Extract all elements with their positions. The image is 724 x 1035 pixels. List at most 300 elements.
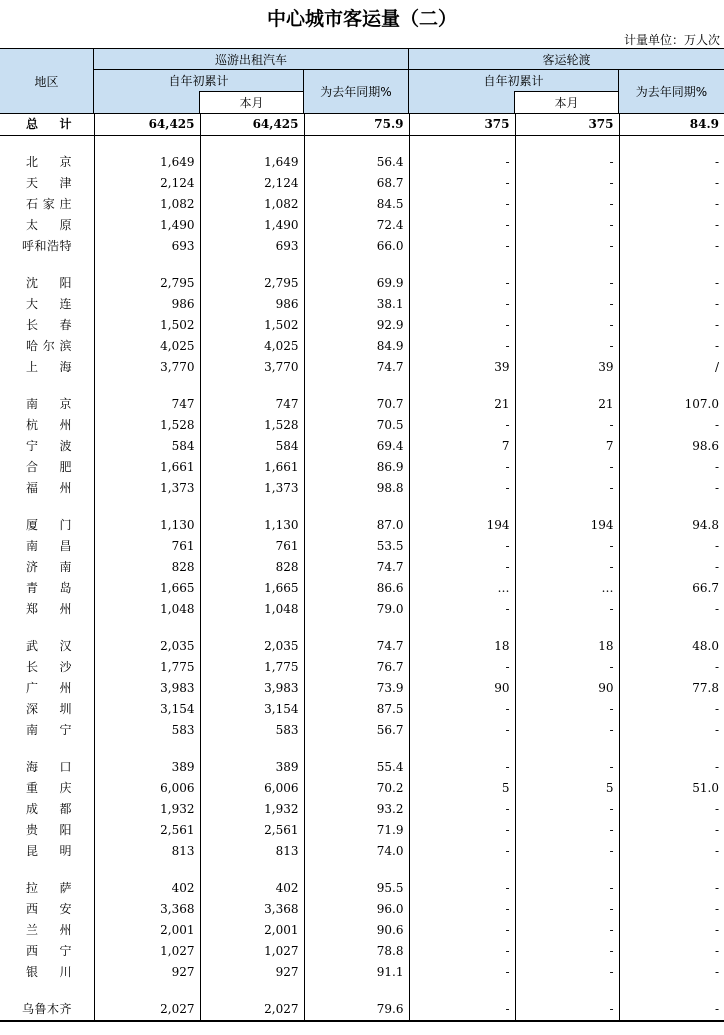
value-cell: - — [409, 920, 515, 941]
table-row — [0, 962, 724, 983]
table-row — [0, 757, 724, 778]
value-cell: - — [515, 236, 619, 257]
table-row — [0, 720, 724, 741]
value-cell: 1,048 — [200, 599, 304, 620]
value-cell: - — [515, 215, 619, 236]
value-cell: 1,932 — [94, 799, 200, 820]
value-cell: 1,775 — [94, 657, 200, 678]
spacer-cell — [304, 136, 409, 153]
value-cell: 2,561 — [200, 820, 304, 841]
spacer-cell — [94, 741, 200, 757]
value-cell: 56.7 — [304, 720, 409, 741]
value-cell: - — [714, 297, 719, 311]
value-cell: - — [714, 902, 719, 916]
value-cell: - — [515, 478, 619, 499]
table-row — [0, 315, 724, 336]
value-cell: - — [714, 723, 719, 737]
data-table — [0, 114, 724, 1022]
value-cell: 3,770 — [94, 357, 200, 378]
region-name: 长春 — [0, 315, 94, 336]
spacer-cell — [304, 378, 409, 394]
table-row — [0, 799, 724, 820]
region-name: 青岛 — [0, 578, 94, 599]
value-cell: 747 — [94, 394, 200, 415]
value-cell: - — [515, 920, 619, 941]
table-row — [0, 920, 724, 941]
table-row — [0, 841, 724, 862]
value-cell: - — [409, 294, 515, 315]
value-cell: - — [515, 315, 619, 336]
value-cell: 389 — [94, 757, 200, 778]
value-cell: - — [515, 720, 619, 741]
table-row — [0, 173, 724, 194]
value-cell: 84.9 — [304, 336, 409, 357]
region-name: 总 计 — [0, 114, 94, 136]
region-name: 拉萨 — [0, 878, 94, 899]
value-cell: 39 — [515, 357, 619, 378]
spacer-cell — [619, 741, 724, 757]
spacer-cell — [200, 378, 304, 394]
region-name: 银川 — [0, 962, 94, 983]
value-cell: - — [714, 460, 719, 474]
group-spacer — [0, 620, 724, 636]
value-cell: 3,770 — [200, 357, 304, 378]
data-table-body — [0, 114, 724, 1021]
value-cell: - — [515, 699, 619, 720]
region-name: 大连 — [0, 294, 94, 315]
value-cell: 95.5 — [304, 878, 409, 899]
value-cell: 92.9 — [304, 315, 409, 336]
table-row — [0, 152, 724, 173]
region-name: 兰州 — [0, 920, 94, 941]
value-cell: 761 — [94, 536, 200, 557]
value-cell: 75.9 — [304, 114, 409, 136]
value-cell: 98.6 — [692, 439, 719, 453]
region-name: 广州 — [0, 678, 94, 699]
spacer-cell — [409, 620, 515, 636]
spacer-cell — [619, 257, 724, 273]
region-name: 济南 — [0, 557, 94, 578]
value-cell: 107.0 — [684, 397, 719, 411]
table-row — [0, 999, 724, 1021]
group-spacer — [0, 862, 724, 878]
table-row — [0, 478, 724, 499]
value-cell: 2,795 — [200, 273, 304, 294]
value-cell: 828 — [94, 557, 200, 578]
region-name: 成都 — [0, 799, 94, 820]
region-name: 厦门 — [0, 515, 94, 536]
value-cell: 73.9 — [304, 678, 409, 699]
value-cell: - — [515, 999, 619, 1021]
value-cell: - — [714, 418, 719, 432]
value-cell: - — [409, 820, 515, 841]
value-cell: - — [619, 999, 724, 1021]
value-cell: 1,502 — [94, 315, 200, 336]
region-name: 郑州 — [0, 599, 94, 620]
value-cell: 1,048 — [94, 599, 200, 620]
value-cell: 21 — [409, 394, 515, 415]
table-row — [0, 678, 724, 699]
region-name: 南京 — [0, 394, 94, 415]
value-cell: 69.4 — [304, 436, 409, 457]
region-name: 宁波 — [0, 436, 94, 457]
value-cell: 693 — [200, 236, 304, 257]
table-row — [0, 457, 724, 478]
value-cell: 18 — [409, 636, 515, 657]
value-cell: - — [714, 239, 719, 253]
spacer-cell — [619, 378, 724, 394]
group-spacer — [0, 136, 724, 153]
value-cell: 55.4 — [304, 757, 409, 778]
value-cell: 194 — [515, 515, 619, 536]
spacer-cell — [619, 136, 724, 153]
spacer-cell — [619, 499, 724, 515]
value-cell: 1,373 — [94, 478, 200, 499]
table-row — [0, 557, 724, 578]
spacer-cell — [200, 862, 304, 878]
value-cell: 986 — [94, 294, 200, 315]
spacer-cell — [515, 499, 619, 515]
value-cell: 927 — [94, 962, 200, 983]
spacer-cell — [94, 862, 200, 878]
unit-label: 计量单位：万人次 — [623, 33, 720, 47]
value-cell: 813 — [94, 841, 200, 862]
value-cell: 87.0 — [304, 515, 409, 536]
value-cell: - — [515, 841, 619, 862]
region-name: 海口 — [0, 757, 94, 778]
header-yoy-ferry: 为去年同期% — [635, 85, 708, 99]
spacer-cell — [200, 499, 304, 515]
value-cell: 90.6 — [304, 920, 409, 941]
value-cell: 77.8 — [692, 681, 719, 695]
value-cell: - — [714, 339, 719, 353]
value-cell: 927 — [200, 962, 304, 983]
region-name: 石家庄 — [0, 194, 94, 215]
value-cell: 74.7 — [304, 636, 409, 657]
value-cell: 389 — [200, 757, 304, 778]
value-cell: 3,983 — [200, 678, 304, 699]
value-cell: 1,490 — [94, 215, 200, 236]
value-cell: 1,082 — [94, 194, 200, 215]
header-group-taxi: 巡游出租汽车 — [214, 52, 287, 67]
value-cell: - — [515, 152, 619, 173]
value-cell: 584 — [94, 436, 200, 457]
value-cell: - — [714, 560, 719, 574]
spacer-cell — [0, 862, 94, 878]
value-cell: 1,373 — [200, 478, 304, 499]
table-row — [0, 357, 724, 378]
value-cell: 64,425 — [94, 114, 200, 136]
value-cell: - — [714, 318, 719, 332]
value-cell: - — [515, 557, 619, 578]
table-row — [0, 236, 724, 257]
table-header — [0, 48, 724, 114]
spacer-cell — [515, 136, 619, 153]
value-cell: 66.0 — [304, 236, 409, 257]
value-cell: 3,368 — [200, 899, 304, 920]
value-cell: 402 — [94, 878, 200, 899]
spacer-cell — [409, 257, 515, 273]
spacer-cell — [200, 620, 304, 636]
spacer-cell — [409, 499, 515, 515]
value-cell: - — [515, 657, 619, 678]
value-cell: 5 — [409, 778, 515, 799]
value-cell: 56.4 — [304, 152, 409, 173]
spacer-cell — [515, 983, 619, 999]
value-cell: - — [409, 236, 515, 257]
value-cell: / — [714, 360, 719, 374]
value-cell: - — [409, 478, 515, 499]
value-cell: 7 — [409, 436, 515, 457]
region-name: 昆明 — [0, 841, 94, 862]
value-cell: 76.7 — [304, 657, 409, 678]
value-cell: 69.9 — [304, 273, 409, 294]
spacer-cell — [0, 620, 94, 636]
table-row — [0, 536, 724, 557]
value-cell: - — [409, 536, 515, 557]
value-cell: - — [409, 152, 515, 173]
value-cell: 2,001 — [94, 920, 200, 941]
value-cell: - — [714, 218, 719, 232]
region-name: 合肥 — [0, 457, 94, 478]
value-cell: 1,502 — [200, 315, 304, 336]
spacer-cell — [0, 741, 94, 757]
region-name: 西宁 — [0, 941, 94, 962]
value-cell: - — [714, 965, 719, 979]
table-row — [0, 636, 724, 657]
spacer-cell — [409, 741, 515, 757]
spacer-cell — [0, 983, 94, 999]
value-cell: 761 — [200, 536, 304, 557]
region-name: 乌鲁木齐 — [0, 999, 94, 1021]
value-cell: 94.8 — [692, 518, 719, 532]
group-spacer — [0, 983, 724, 999]
value-cell: - — [515, 194, 619, 215]
region-name: 太原 — [0, 215, 94, 236]
value-cell: 402 — [200, 878, 304, 899]
value-cell: 5 — [515, 778, 619, 799]
region-name: 武汉 — [0, 636, 94, 657]
value-cell: - — [714, 155, 719, 169]
value-cell: 48.0 — [692, 639, 719, 653]
spacer-cell — [619, 983, 724, 999]
table-row — [0, 599, 724, 620]
spacer-cell — [94, 257, 200, 273]
spacer-cell — [94, 499, 200, 515]
table-row — [0, 878, 724, 899]
group-spacer — [0, 257, 724, 273]
value-cell: - — [714, 702, 719, 716]
spacer-cell — [304, 257, 409, 273]
value-cell: 375 — [515, 114, 619, 136]
value-cell: 74.0 — [304, 841, 409, 862]
region-name: 深圳 — [0, 699, 94, 720]
value-cell: 78.8 — [304, 941, 409, 962]
value-cell: 2,124 — [200, 173, 304, 194]
value-cell: - — [515, 899, 619, 920]
value-cell: 2,027 — [200, 999, 304, 1021]
value-cell: - — [714, 176, 719, 190]
spacer-cell — [0, 257, 94, 273]
value-cell: 584 — [200, 436, 304, 457]
table-row — [0, 820, 724, 841]
value-cell: 3,154 — [200, 699, 304, 720]
value-cell: - — [714, 602, 719, 616]
value-cell: 70.5 — [304, 415, 409, 436]
value-cell: 38.1 — [304, 294, 409, 315]
value-cell: - — [409, 799, 515, 820]
value-cell: - — [714, 802, 719, 816]
value-cell: - — [515, 457, 619, 478]
page-title: 中心城市客运量（二） — [266, 8, 457, 30]
value-cell: 2,795 — [94, 273, 200, 294]
spacer-cell — [94, 136, 200, 153]
value-cell: - — [515, 757, 619, 778]
value-cell: 1,665 — [200, 578, 304, 599]
value-cell: - — [409, 557, 515, 578]
value-cell: 21 — [515, 394, 619, 415]
value-cell: 583 — [94, 720, 200, 741]
value-cell: 1,490 — [200, 215, 304, 236]
table-row — [0, 899, 724, 920]
value-cell: 1,775 — [200, 657, 304, 678]
value-cell: 66.7 — [692, 581, 719, 595]
table-row — [0, 336, 724, 357]
table-row — [0, 941, 724, 962]
region-name: 南宁 — [0, 720, 94, 741]
value-cell: - — [409, 841, 515, 862]
table-row — [0, 515, 724, 536]
spacer-cell — [515, 862, 619, 878]
value-cell: 1,082 — [200, 194, 304, 215]
table-row — [0, 394, 724, 415]
value-cell: - — [409, 599, 515, 620]
value-cell: - — [714, 881, 719, 895]
value-cell: - — [714, 481, 719, 495]
spacer-cell — [304, 983, 409, 999]
region-name: 天津 — [0, 173, 94, 194]
value-cell: 4,025 — [94, 336, 200, 357]
value-cell: 87.5 — [304, 699, 409, 720]
value-cell: - — [409, 699, 515, 720]
value-cell: - — [515, 173, 619, 194]
value-cell: 583 — [200, 720, 304, 741]
value-cell: 3,983 — [94, 678, 200, 699]
value-cell: 79.0 — [304, 599, 409, 620]
spacer-cell — [200, 741, 304, 757]
value-cell: 93.2 — [304, 799, 409, 820]
region-name: 杭州 — [0, 415, 94, 436]
header-group-ferry: 客运轮渡 — [542, 52, 591, 67]
total-row — [0, 114, 724, 136]
value-cell: 96.0 — [304, 899, 409, 920]
value-cell: - — [409, 273, 515, 294]
group-spacer — [0, 741, 724, 757]
value-cell: 986 — [200, 294, 304, 315]
spacer-cell — [409, 862, 515, 878]
value-cell: 70.2 — [304, 778, 409, 799]
region-name: 沈阳 — [0, 273, 94, 294]
value-cell: 828 — [200, 557, 304, 578]
value-cell: 1,649 — [94, 152, 200, 173]
value-cell: - — [714, 539, 719, 553]
spacer-cell — [304, 499, 409, 515]
value-cell: 2,035 — [94, 636, 200, 657]
value-cell: - — [409, 215, 515, 236]
value-cell: 693 — [94, 236, 200, 257]
table-row — [0, 699, 724, 720]
region-name: 哈尔滨 — [0, 336, 94, 357]
table-row — [0, 415, 724, 436]
value-cell: - — [714, 197, 719, 211]
value-cell: 1,661 — [200, 457, 304, 478]
value-cell: 74.7 — [304, 357, 409, 378]
value-cell: 18 — [515, 636, 619, 657]
region-name: 重庆 — [0, 778, 94, 799]
region-name: 北京 — [0, 152, 94, 173]
region-name: 西安 — [0, 899, 94, 920]
region-name: 贵阳 — [0, 820, 94, 841]
value-cell: … — [515, 578, 619, 599]
value-cell: - — [515, 415, 619, 436]
value-cell: 1,130 — [94, 515, 200, 536]
value-cell: 64,425 — [200, 114, 304, 136]
value-cell: 91.1 — [304, 962, 409, 983]
value-cell: - — [409, 899, 515, 920]
value-cell: 84.5 — [304, 194, 409, 215]
group-spacer — [0, 378, 724, 394]
spacer-cell — [409, 983, 515, 999]
value-cell: 86.9 — [304, 457, 409, 478]
value-cell: - — [409, 336, 515, 357]
header-region: 地区 — [34, 74, 59, 89]
value-cell: 84.9 — [619, 114, 724, 136]
value-cell: 1,649 — [200, 152, 304, 173]
region-name: 长沙 — [0, 657, 94, 678]
spacer-cell — [515, 378, 619, 394]
spacer-cell — [515, 620, 619, 636]
value-cell: - — [409, 315, 515, 336]
table-row — [0, 778, 724, 799]
value-cell: - — [409, 194, 515, 215]
spacer-cell — [515, 257, 619, 273]
value-cell: 1,661 — [94, 457, 200, 478]
spacer-cell — [200, 136, 304, 153]
value-cell: 2,001 — [200, 920, 304, 941]
region-name: 南昌 — [0, 536, 94, 557]
value-cell: - — [409, 757, 515, 778]
value-cell: 2,035 — [200, 636, 304, 657]
value-cell: - — [515, 273, 619, 294]
value-cell: - — [515, 799, 619, 820]
spacer-cell — [94, 378, 200, 394]
value-cell: 98.8 — [304, 478, 409, 499]
header-ytd-taxi: 自年初累计 — [168, 74, 229, 88]
value-cell: - — [409, 999, 515, 1021]
value-cell: 747 — [200, 394, 304, 415]
value-cell: 1,528 — [200, 415, 304, 436]
spacer-cell — [619, 862, 724, 878]
value-cell: 90 — [409, 678, 515, 699]
value-cell: 194 — [409, 515, 515, 536]
value-cell: … — [409, 578, 515, 599]
value-cell: - — [515, 878, 619, 899]
value-cell: 1,130 — [200, 515, 304, 536]
header-month-taxi: 本月 — [239, 96, 264, 110]
spacer-cell — [0, 136, 94, 153]
value-cell: 51.0 — [692, 781, 719, 795]
spacer-cell — [409, 136, 515, 153]
